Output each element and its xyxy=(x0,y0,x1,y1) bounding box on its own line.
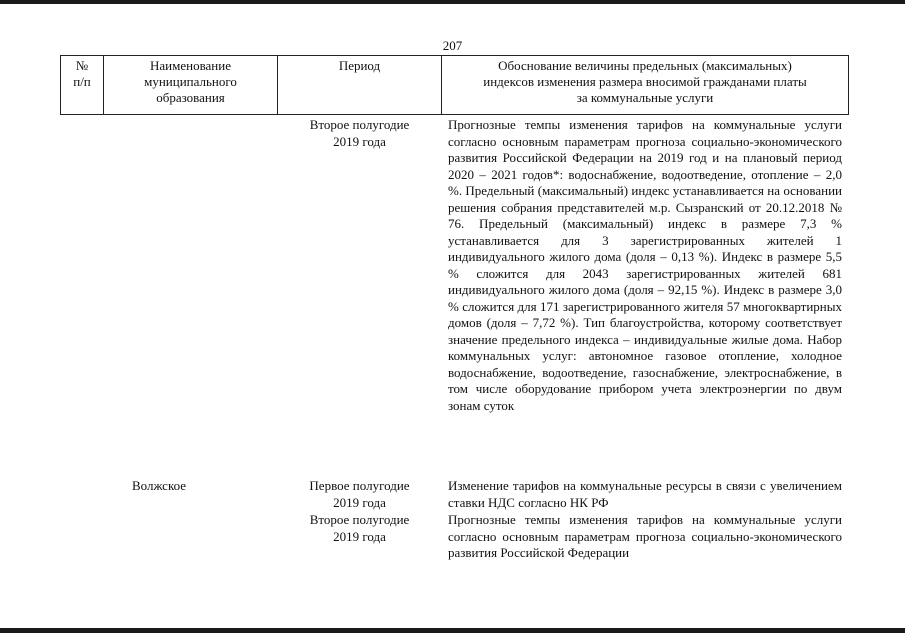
row2-period: Первое полугодие 2019 года xyxy=(309,478,410,510)
row3-period: Второе полугодие 2019 года xyxy=(309,512,410,544)
header-municipality: Наименование муниципального образования xyxy=(144,58,237,105)
header-period: Период xyxy=(338,58,381,73)
table-header-bottom-line xyxy=(60,114,849,115)
row2-justification: Изменение тарифов на коммунальные ресурсы в связи с увеличением ставки НДС согласно НК РФ xyxy=(448,478,842,510)
bottom-border xyxy=(0,628,905,633)
row1-justification: Прогнозные темпы изменения тарифов на коммунальные услуги согласно основным параметрам прогноза социально-экономического развития Российской Федерации на 2019 год и на плановый период 2020 – 2021 годов*: водоснабжение, водоотведение, отопление – 2,0 %. Предельный (максимальный) индекс устанавливается на основании решения собрания представителей м.р. Сызранский от 20.12.2018 № 76. Предельный (максимальный) индекс в размере 7,3 % устанавливается для 3 зарегистрированных жителей 1 индивидуального жилого дома (доля – 0,13 %). Индекс в размере 5,5 % сложится для 2043 зарегистрированных жителей 681 индивидуального жилого дома (доля – 92,15 %). Индекс в размере 3,0 % сложится для 171 зарегистрированного жителя 57 многоквартирных домов (доля – 7,72 %). Тип благоустройства, которому соответствует значение предельного индекса – индивидуальные жилые дома. Набор коммунальных услуг: автономное газовое отопление, холодное водоснабжение, водоотведение, газоснабжение, электроснабжение, в том числе оборудование прибором учета электроэнергии по двум зонам суток xyxy=(448,117,842,413)
table-right-line xyxy=(848,55,849,115)
top-border xyxy=(0,0,905,4)
table-top-line xyxy=(60,55,849,56)
header-number: № п/п xyxy=(73,58,91,89)
row1-period: Второе полугодие 2019 года xyxy=(309,117,410,149)
row2-municipality: Волжское xyxy=(131,478,187,493)
page-number: 207 xyxy=(442,38,463,53)
header-justification: Обоснование величины предельных (максимальных) индексов изменения размера вносимой гражданами платы за коммунальные услуги xyxy=(483,58,807,105)
row3-justification: Прогнозные темпы изменения тарифов на коммунальные услуги согласно основным параметрам прогноза социально-экономического развития Российской Федерации xyxy=(448,512,842,560)
